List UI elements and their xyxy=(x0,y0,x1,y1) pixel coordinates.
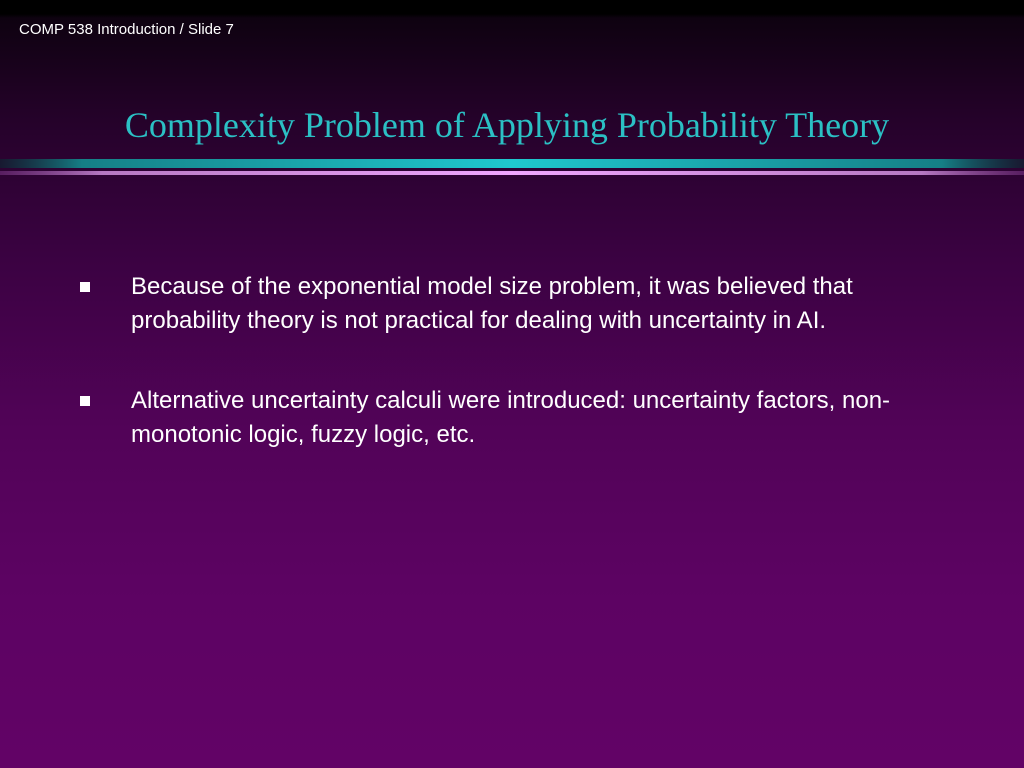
bullet-list xyxy=(0,270,1024,498)
bullet-text: Because of the exponential model size problem, it was believed that probability theory is not practical for dealing with uncertainty in AI. xyxy=(131,273,853,334)
title-divider xyxy=(0,158,1024,178)
slide-header-label: COMP 538 Introduction / Slide 7 xyxy=(19,21,234,38)
title-divider-secondary xyxy=(0,171,1024,175)
bullet-text: Alternative uncertainty calculi were introduced: uncertainty factors, non-monotonic logic, fuzzy logic, etc. xyxy=(131,387,891,448)
square-bullet-icon xyxy=(80,396,90,406)
title-divider-primary xyxy=(0,159,1024,168)
slide-title: Complexity Problem of Applying Probability Theory xyxy=(124,105,890,145)
bullet-item xyxy=(0,384,951,452)
square-bullet-icon xyxy=(80,282,90,292)
bullet-item xyxy=(0,270,951,338)
